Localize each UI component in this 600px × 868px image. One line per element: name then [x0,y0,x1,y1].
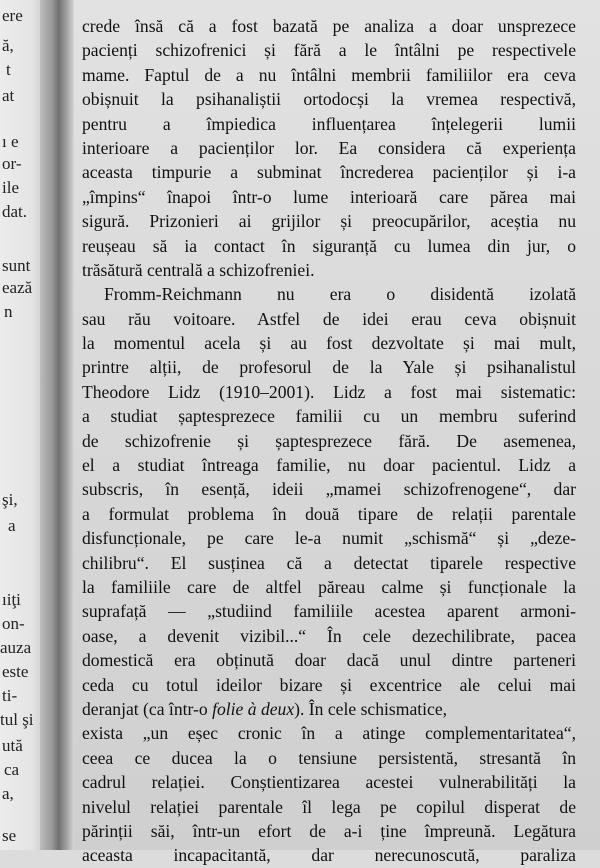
margin-fragment: ută [2,736,23,755]
margin-fragment: n [4,302,13,321]
margin-fragment: sunt [2,256,31,275]
text-line: nivelul relației parentale îl lega pe copilul disperat de [82,796,576,817]
text-line: cadrul relației. Conștientizarea acestei vulnerabilități la [82,772,576,793]
margin-fragment: ti- [2,686,18,705]
margin-fragment: este [2,662,29,681]
text-line: a studiat șaptesprezece familii cu un membru suferind [82,406,576,427]
text-line: domestică era obținută doar dacă unul dintre parteneri [82,650,576,671]
text-line: pentru a împiedica influențarea înțelegerii lumii [82,113,576,134]
book-gutter-shadow [40,0,74,850]
text-line: ceea ce ducea la o tensiune persistentă, stresantă în [82,747,576,768]
text-line: de schizofrenie și șaptesprezece fără. De asemenea, [82,430,576,451]
margin-fragment: dat. [2,202,28,221]
text-line: la familiile care de altfel păreau calme și funcționale la [82,576,576,597]
text-segment: ). În cele schismatice, [294,698,448,719]
text-line: părinții săi, într-un efort de a-i ține împreună. Legătura [82,820,576,841]
margin-fragment: a [8,516,16,535]
margin-fragment: ă, [2,36,14,55]
margin-fragment: ează [2,278,33,297]
margin-fragment: ere [2,6,23,25]
text-line: ceda cu totul ideilor bizare și excentrice ale celui mai [82,674,576,695]
text-line: trăsătură centrală a schizofreniei. [82,259,315,280]
text-line: a formulat problema în două tipare de relații parentale [82,503,576,524]
margin-fragment: t [6,60,11,79]
text-line: oase, a devenit vizibil...“ În cele dezechilibrate, pacea [82,625,576,646]
text-line: disfuncționale, pe care le-a numit „schismă“ și „deze- [82,528,576,549]
margin-fragment: at [2,86,15,105]
italic-phrase: folie à deux [212,698,295,719]
text-line: printre alții, de profesorul de la Yale și psihanalistul [82,357,576,378]
text-line: obișnuit la psihanaliștii ortodocși la vremea respectivă, [82,89,576,110]
text-line: crede însă că a fost bazată pe analiza a doar unsprezece [82,16,576,36]
text-line: suprafață — „studiind familiile acestea aparent armoni- [82,601,576,622]
text-line: Theodore Lidz (1910–2001). Lidz a fost mai sistematic: [82,381,576,402]
margin-fragment: ı e [2,132,19,151]
margin-fragment: tul şi [0,710,34,729]
margin-fragment: a, [2,784,14,803]
margin-fragment: se [2,826,17,845]
text-line: aceasta incapacitantă, dar nerecunoscută, paraliza [82,845,576,866]
text-line-with-italic [82,697,576,721]
text-segment: deranjat (ca într-o [82,698,208,719]
text-line: pacienți schizofrenici și fără a le întâlni pe respectivele [82,40,576,61]
text-line: chilibru“. El susținea că a detectat tiparele respective [82,552,576,573]
text-line: sigură. Prizonieri ai grijilor și preocupărilor, aceștia nu [82,211,576,232]
margin-fragment: on- [2,614,25,633]
text-line: subscris, în esență, ideii „mamei schizofrenogene“, dar [82,479,576,500]
margin-fragment: ca [4,760,20,779]
margin-fragment: şi, [2,490,18,509]
text-line: interioare a pacienților lor. Ea considera că experiența [82,137,576,158]
text-line: exista „un eșec cronic în a atinge complementaritatea“, [82,723,576,744]
margin-fragment: auza [0,638,32,657]
text-line: mame. Faptul de a nu întâlni membrii familiilor era ceva [82,64,576,85]
margin-fragment: ile [2,178,19,197]
body-text [82,14,576,868]
text-line: sau rău voitoare. Astfel de idei erau ceva obișnuit [82,308,576,329]
margin-fragment: or- [2,154,22,173]
text-line: aceasta timpurie a subminat încrederea pacienților și i-a [82,162,576,183]
text-line: el a studiat întreaga familie, nu doar pacientul. Lidz a [82,455,576,476]
text-line: reușeau să ia contact în siguranță cu lumea din jur, o [82,235,576,256]
text-line: la momentul acela și au fost dezvoltate și mai mult, [82,333,576,354]
text-line: „împins“ înapoi într-o lume interioară care părea mai [82,186,576,207]
paragraph-start-line: Fromm-Reichmann nu era o disidentă izolată [104,284,576,305]
margin-fragment: ıiţi [2,590,21,609]
